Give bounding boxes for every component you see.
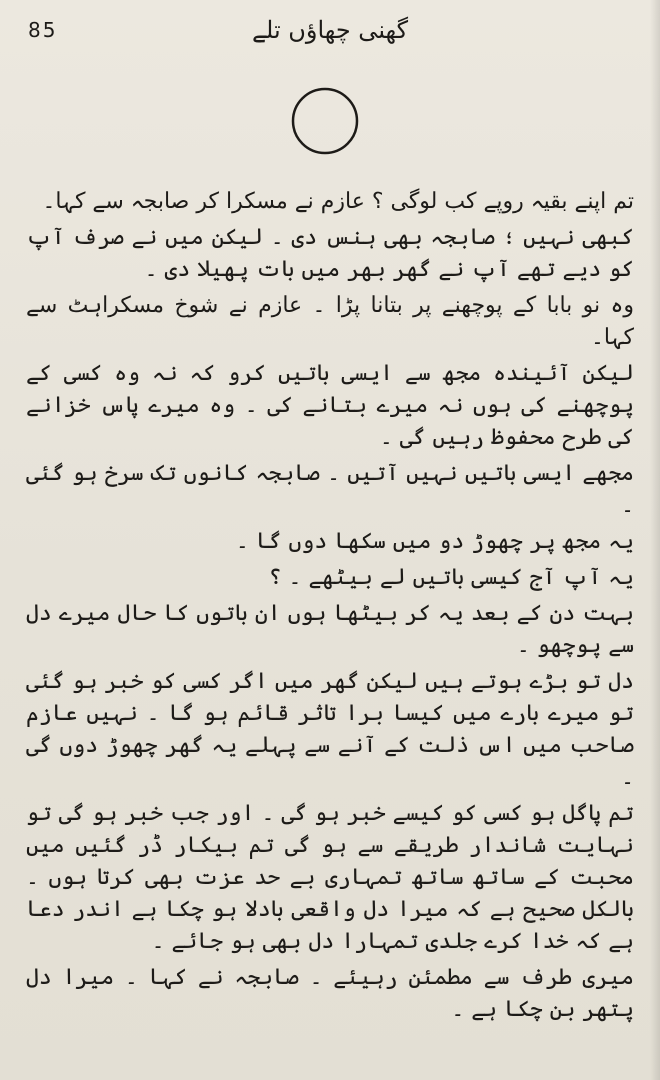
paragraph-7: یہ آپ آج کیسی باتیں لے بیٹھے ۔ ؟ xyxy=(268,565,634,590)
paragraph-6: یہ مجھ پر چھوڑ دو میں سکھا دوں گا ۔ xyxy=(235,529,634,554)
paragraph-2: کبھی نہیں ؛ صابجہ بھی ہنس دی ۔ لیکن میں نے صرف آپ کو دیے تھے آپ نے گھر بھر میں بات پھیلا دی ۔ xyxy=(26,225,634,282)
paragraph-8: بہت دن کے بعد یہ کر بیٹھا ہوں ان باتوں کا حال میرے دل سے پوچھو ۔ xyxy=(26,601,634,658)
paragraph-1: تم اپنے بقیہ روپے کب لوگی ؟ عازم نے مسکرا کر صابجہ سے کہا۔ xyxy=(42,189,634,214)
body-text xyxy=(26,186,634,1030)
paragraph-10: تم پاگل ہو کسی کو کیسے خبر ہو گی ۔ اور جب خبر ہو گی تو نہایت شاندار طریقے سے ہو گی تم بیکار ڈر گئیں میں محبت کے ساتھ ساتھ تمہاری بے حد عزت بھی کرتا ہوں ۔ بالکل صحیح ہے کہ میرا دل واقعی بادلا ہو چکا ہے اندر دعا ہے کہ خدا کرے جلدی تمہارا دل بھی ہو جائے ۔ xyxy=(26,801,634,954)
paragraph-4: لیکن آئیندہ مجھ سے ایسی باتیں کرو کہ نہ وہ کسی کے پوچھنے کی ہوں نہ میرے بتانے کی ۔ وہ میرے پاس خزانے کی طرح محفوظ رہیں گی ۔ xyxy=(26,361,634,450)
page-number: 85 xyxy=(28,18,58,42)
running-title: گھنی چھاؤں تلے xyxy=(251,16,409,44)
paragraph-5: مجھے ایسی باتیں نہیں آتیں ۔ صابجہ کانوں تک سرخ ہو گئی ۔ xyxy=(26,461,634,518)
paragraph-9: دل تو بڑے ہوتے ہیں لیکن گھر میں اگر کسی کو خبر ہو گئی تو میرے بارے میں کیسا برا تاثر قائم ہو گا ۔ نہیں عازم صاحب میں اس ذلت کے آنے سے پہلے یہ گھر چھوڑ دوں گی ۔ xyxy=(26,669,634,790)
paragraph-11: میری طرف سے مطمئن رہیئے ۔ صابجہ نے کہا ۔ میرا دل پتھر بن چکا ہے ۔ xyxy=(26,965,634,1022)
page-edge-shadow xyxy=(650,0,660,1080)
circle-ornament-icon xyxy=(290,86,360,156)
paragraph-3: وہ نو بابا کے پوچھنے پر بتانا پڑا ۔ عازم نے شوخ مسکراہٹ سے کہا۔ xyxy=(26,293,634,350)
